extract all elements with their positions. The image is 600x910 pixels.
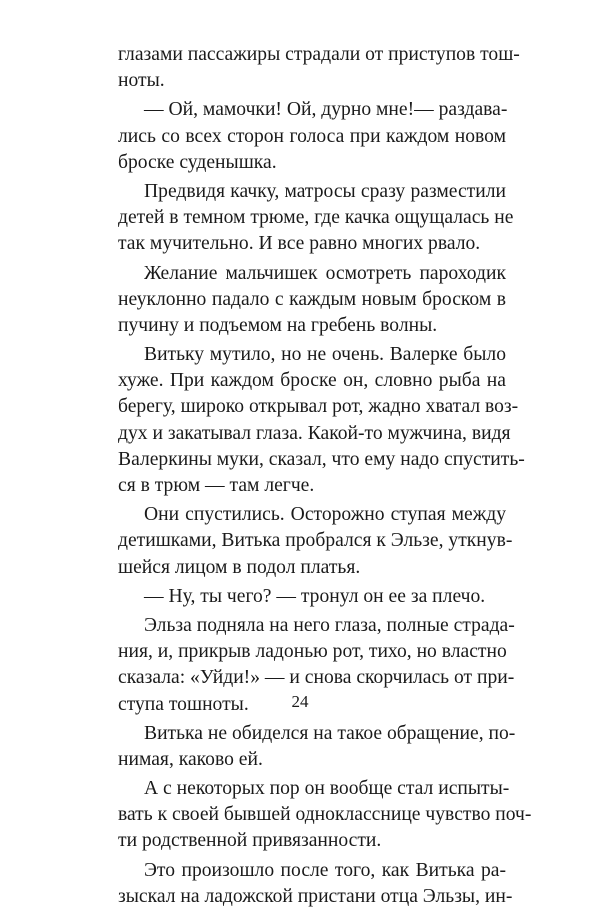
- text-line: ступа тошноты.: [118, 693, 249, 715]
- text-line: Эльза подняла на него глаза, полные страда-: [144, 614, 515, 636]
- text-line: хуже. При каждом броске он, словно рыба на: [118, 370, 506, 392]
- paragraph: [118, 776, 532, 855]
- text-line: ноты.: [118, 70, 165, 92]
- text-line: Предвидя качку, матросы сразу разместили: [144, 180, 506, 202]
- text-line: детей в темном трюме, где качка ощущалась не: [118, 207, 514, 229]
- paragraph: [118, 97, 506, 176]
- text-line: Они спустились. Осторожно ступая между: [144, 504, 506, 526]
- paragraph: [118, 721, 516, 773]
- text-line: лись со всех сторон голоса при каждом новом: [118, 125, 506, 147]
- paragraph: [118, 502, 513, 581]
- text-line: берегу, широко открывал рот, жадно хватал воз-: [118, 396, 519, 418]
- body-text: [118, 42, 532, 910]
- paragraph: [118, 858, 513, 910]
- paragraph: [118, 342, 525, 499]
- text-line: ся в трюм — там легче.: [118, 475, 315, 496]
- text-line: А с некоторых пор он вообще стал испыты-: [144, 778, 510, 800]
- text-line: Это произошло после того, как Витька ра-: [144, 859, 506, 881]
- text-line: шейся лицом в подол платья.: [118, 556, 361, 578]
- text-line: дух и закатывал глаза. Какой-то мужчина, видя: [118, 422, 511, 444]
- text-line: детишками, Витька пробрался к Эльзе, уткнув-: [118, 530, 513, 552]
- page-number: 24: [291, 692, 309, 711]
- text-line: Витька не обиделся на такое обращение, по-: [144, 722, 516, 744]
- text-line: Витьку мутило, но не очень. Валерке было: [144, 344, 506, 366]
- text-line: пучину и подъемом на гребень волны.: [118, 314, 438, 336]
- paragraph: [118, 179, 514, 258]
- text-line: — Ой, мамочки! Ой, дурно мне!— раздава-: [144, 99, 508, 121]
- text-line: ния, и, прикрыв ладонью рот, тихо, но властно: [118, 641, 507, 663]
- text-line: Валеркины муки, сказал, что ему надо спустить-: [118, 448, 525, 470]
- text-line: нимая, каково ей.: [118, 748, 263, 770]
- paragraph: [118, 584, 506, 610]
- text-line: сказала: «Уйди!» — и снова скорчилась от при-: [118, 667, 515, 689]
- text-line: Желание мальчишек осмотреть пароходик: [144, 262, 506, 284]
- text-line: ти родственной привязанности.: [118, 830, 382, 852]
- text-line: неуклонно падало с каждым новым броском в: [118, 288, 506, 310]
- text-line: зыскал на ладожской пристани отца Эльзы, ин-: [118, 885, 513, 907]
- paragraph: [118, 261, 506, 340]
- text-line: глазами пассажиры страдали от приступов тош-: [118, 44, 520, 65]
- text-line: так мучительно. И все равно многих рвало.: [118, 233, 481, 255]
- text-line: вать к своей бывшей однокласснице чувство поч-: [118, 804, 532, 826]
- text-line: — Ну, ты чего? — тронул он ее за плечо.: [144, 585, 486, 607]
- text-line: броске суденышка.: [118, 151, 277, 173]
- paragraph: [118, 42, 520, 94]
